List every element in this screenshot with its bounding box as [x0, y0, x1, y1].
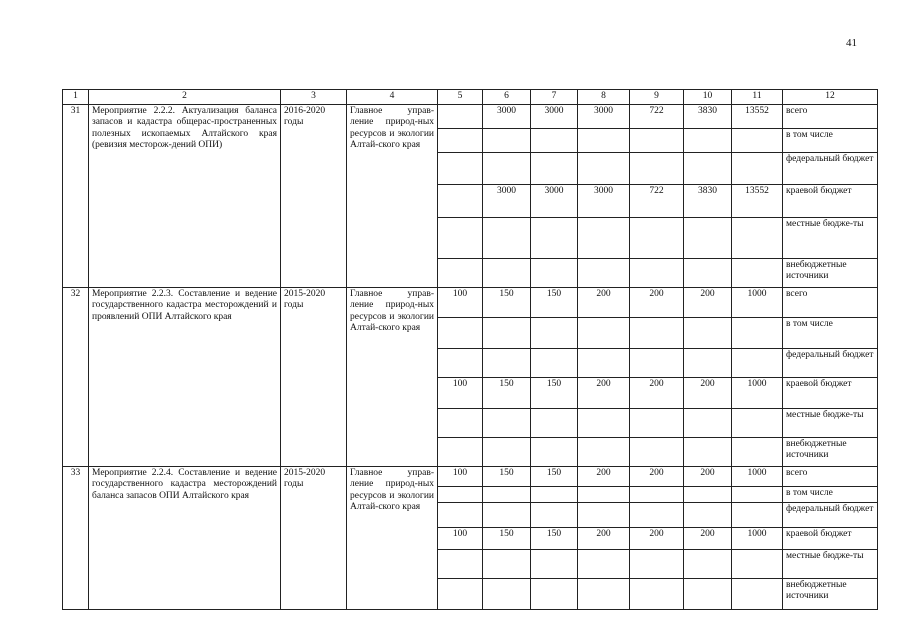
amount-cell	[531, 152, 578, 184]
amount-cell	[578, 437, 630, 466]
amount-cell	[438, 486, 483, 502]
table-row	[63, 287, 878, 317]
amount-cell	[578, 128, 630, 152]
period-cell: 2015-2020 годы	[281, 287, 347, 466]
funding-source-cell: федеральный бюджет	[783, 152, 878, 184]
header-cell: 3	[281, 90, 347, 105]
header-cell: 6	[483, 90, 531, 105]
program-table	[62, 89, 878, 610]
amount-cell	[732, 578, 783, 609]
amount-cell	[438, 549, 483, 578]
amount-cell	[438, 104, 483, 128]
amount-cell: 13552	[732, 184, 783, 217]
amount-cell: 100	[438, 466, 483, 486]
funding-source-cell: всего	[783, 287, 878, 317]
funding-source-cell: местные бюдже-ты	[783, 217, 878, 258]
table-row	[63, 466, 878, 486]
amount-cell: 150	[531, 466, 578, 486]
amount-cell	[630, 408, 684, 437]
amount-cell	[684, 128, 732, 152]
amount-cell	[630, 152, 684, 184]
amount-cell: 722	[630, 184, 684, 217]
amount-cell	[684, 258, 732, 287]
amount-cell: 3830	[684, 104, 732, 128]
amount-cell: 1000	[732, 377, 783, 408]
amount-cell: 200	[578, 287, 630, 317]
amount-cell	[531, 549, 578, 578]
period-cell: 2015-2020 годы	[281, 466, 347, 609]
amount-cell	[438, 217, 483, 258]
header-cell: 11	[732, 90, 783, 105]
amount-cell	[531, 217, 578, 258]
amount-cell: 1000	[732, 466, 783, 486]
funding-source-cell: краевой бюджет	[783, 184, 878, 217]
executor-cell: Главное управ-ление природ-ных ресурсов и экологии Алтай-ского края	[347, 104, 438, 287]
amount-cell: 100	[438, 527, 483, 549]
amount-cell	[732, 437, 783, 466]
amount-cell	[684, 437, 732, 466]
amount-cell: 200	[578, 466, 630, 486]
executor-cell: Главное управ-ление природ-ных ресурсов и экологии Алтай-ского края	[347, 287, 438, 466]
amount-cell: 200	[578, 527, 630, 549]
header-cell: 5	[438, 90, 483, 105]
amount-cell: 150	[531, 527, 578, 549]
amount-cell: 3000	[578, 184, 630, 217]
header-cell: 9	[630, 90, 684, 105]
header-row	[63, 90, 878, 105]
amount-cell	[483, 549, 531, 578]
period-cell: 2016-2020 годы	[281, 104, 347, 287]
amount-cell	[684, 348, 732, 377]
amount-cell	[483, 258, 531, 287]
amount-cell	[630, 317, 684, 348]
amount-cell	[438, 408, 483, 437]
header-cell: 4	[347, 90, 438, 105]
amount-cell	[732, 348, 783, 377]
amount-cell	[438, 502, 483, 527]
measure-name-cell: Мероприятие 2.2.3. Составление и ведение государственного кадастра месторождений и проявлений ОПИ Алтайского края	[89, 287, 281, 466]
amount-cell: 3000	[531, 104, 578, 128]
header-cell: 1	[63, 90, 89, 105]
funding-source-cell: местные бюдже-ты	[783, 549, 878, 578]
amount-cell	[531, 408, 578, 437]
amount-cell	[684, 217, 732, 258]
amount-cell: 200	[630, 527, 684, 549]
amount-cell: 200	[578, 377, 630, 408]
amount-cell	[732, 408, 783, 437]
funding-source-cell: краевой бюджет	[783, 527, 878, 549]
amount-cell	[438, 578, 483, 609]
amount-cell	[483, 217, 531, 258]
amount-cell	[732, 258, 783, 287]
amount-cell	[578, 258, 630, 287]
amount-cell	[630, 258, 684, 287]
amount-cell	[578, 502, 630, 527]
amount-cell	[483, 348, 531, 377]
amount-cell	[630, 217, 684, 258]
amount-cell	[438, 152, 483, 184]
funding-source-cell: краевой бюджет	[783, 377, 878, 408]
amount-cell: 150	[483, 466, 531, 486]
funding-source-cell: в том числе	[783, 128, 878, 152]
funding-source-cell: всего	[783, 466, 878, 486]
amount-cell	[483, 128, 531, 152]
amount-cell	[578, 578, 630, 609]
amount-cell: 200	[684, 287, 732, 317]
amount-cell	[630, 486, 684, 502]
amount-cell: 150	[483, 377, 531, 408]
amount-cell	[578, 317, 630, 348]
amount-cell	[531, 578, 578, 609]
measure-name-cell: Мероприятие 2.2.2. Актуализация баланса запасов и кадастра общерас-пространенных полезных ископаемых Алтайского края (ревизия месторож-дений ОПИ)	[89, 104, 281, 287]
amount-cell	[531, 128, 578, 152]
funding-source-cell: местные бюдже-ты	[783, 408, 878, 437]
funding-source-cell: в том числе	[783, 317, 878, 348]
amount-cell	[732, 152, 783, 184]
amount-cell: 13552	[732, 104, 783, 128]
funding-source-cell: внебюджетные источники	[783, 437, 878, 466]
amount-cell	[483, 408, 531, 437]
funding-source-cell: внебюджетные источники	[783, 578, 878, 609]
amount-cell	[438, 348, 483, 377]
amount-cell: 1000	[732, 527, 783, 549]
amount-cell: 3000	[578, 104, 630, 128]
amount-cell	[483, 502, 531, 527]
amount-cell	[732, 317, 783, 348]
amount-cell	[483, 152, 531, 184]
header-cell: 10	[684, 90, 732, 105]
amount-cell	[684, 502, 732, 527]
amount-cell	[578, 408, 630, 437]
amount-cell	[531, 486, 578, 502]
amount-cell: 150	[531, 287, 578, 317]
amount-cell: 150	[531, 377, 578, 408]
row-number-cell: 33	[63, 466, 89, 609]
amount-cell	[684, 152, 732, 184]
amount-cell: 722	[630, 104, 684, 128]
amount-cell	[438, 128, 483, 152]
amount-cell: 3000	[483, 104, 531, 128]
measure-name-cell: Мероприятие 2.2.4. Составление и ведение государственного кадастра месторождений баланса запасов ОПИ Алтайского края	[89, 466, 281, 609]
amount-cell: 3000	[531, 184, 578, 217]
amount-cell: 3830	[684, 184, 732, 217]
amount-cell: 100	[438, 287, 483, 317]
amount-cell	[531, 258, 578, 287]
amount-cell	[438, 437, 483, 466]
amount-cell	[483, 486, 531, 502]
amount-cell: 200	[630, 287, 684, 317]
amount-cell: 200	[684, 377, 732, 408]
funding-source-cell: в том числе	[783, 486, 878, 502]
amount-cell	[732, 549, 783, 578]
amount-cell	[732, 502, 783, 527]
amount-cell	[438, 317, 483, 348]
amount-cell	[531, 348, 578, 377]
amount-cell	[578, 486, 630, 502]
amount-cell	[630, 348, 684, 377]
funding-source-cell: федеральный бюджет	[783, 348, 878, 377]
amount-cell	[531, 317, 578, 348]
amount-cell: 1000	[732, 287, 783, 317]
amount-cell	[483, 317, 531, 348]
funding-source-cell: федеральный бюджет	[783, 502, 878, 527]
funding-source-cell: всего	[783, 104, 878, 128]
amount-cell	[684, 578, 732, 609]
amount-cell	[684, 317, 732, 348]
amount-cell	[438, 184, 483, 217]
executor-cell: Главное управ-ление природ-ных ресурсов и экологии Алтай-ского края	[347, 466, 438, 609]
amount-cell: 200	[630, 466, 684, 486]
amount-cell	[630, 578, 684, 609]
page-number: 41	[846, 37, 857, 49]
amount-cell	[630, 502, 684, 527]
amount-cell	[578, 217, 630, 258]
row-number-cell: 32	[63, 287, 89, 466]
amount-cell	[531, 502, 578, 527]
amount-cell	[483, 437, 531, 466]
amount-cell	[630, 128, 684, 152]
amount-cell	[732, 128, 783, 152]
amount-cell: 100	[438, 377, 483, 408]
amount-cell	[684, 486, 732, 502]
funding-source-cell: внебюджетные источники	[783, 258, 878, 287]
header-cell: 2	[89, 90, 281, 105]
amount-cell	[578, 348, 630, 377]
amount-cell	[732, 217, 783, 258]
header-cell: 7	[531, 90, 578, 105]
amount-cell	[684, 549, 732, 578]
amount-cell	[483, 578, 531, 609]
amount-cell: 150	[483, 527, 531, 549]
amount-cell	[578, 549, 630, 578]
row-number-cell: 31	[63, 104, 89, 287]
amount-cell: 150	[483, 287, 531, 317]
amount-cell	[630, 437, 684, 466]
amount-cell	[578, 152, 630, 184]
amount-cell	[684, 408, 732, 437]
amount-cell	[630, 549, 684, 578]
amount-cell	[531, 437, 578, 466]
table-row	[63, 104, 878, 128]
amount-cell: 3000	[483, 184, 531, 217]
amount-cell	[438, 258, 483, 287]
amount-cell	[732, 486, 783, 502]
header-cell: 8	[578, 90, 630, 105]
amount-cell: 200	[630, 377, 684, 408]
amount-cell: 200	[684, 466, 732, 486]
amount-cell: 200	[684, 527, 732, 549]
header-cell: 12	[783, 90, 878, 105]
